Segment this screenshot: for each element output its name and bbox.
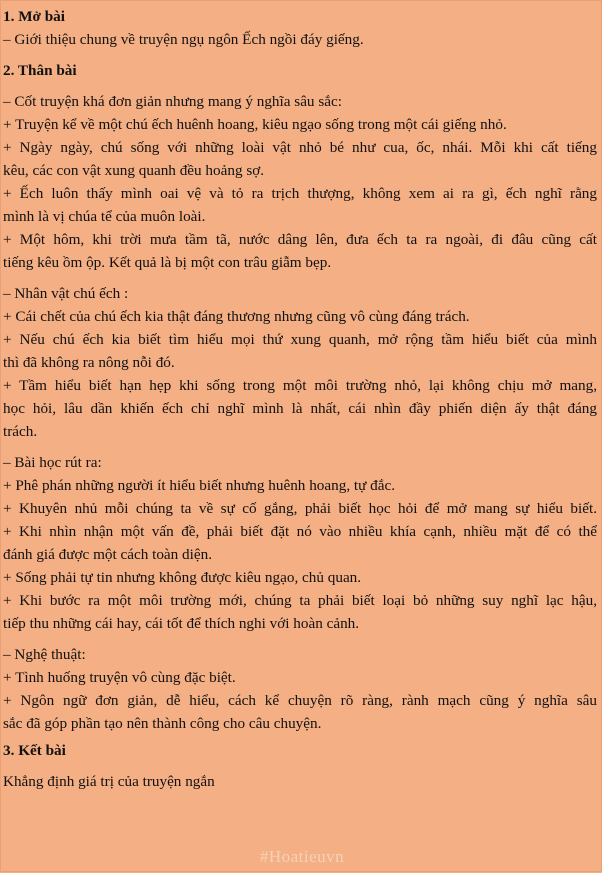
text-line: tiếng kêu ồm ộp. Kết quả là bị một con trâu giẫm bẹp.: [3, 254, 332, 271]
text-line: + Khi bước ra một môi trường mới, chúng ta phải biết loại bỏ những suy nghĩ lạc hậu,: [3, 592, 597, 609]
text-line: trách.: [3, 423, 38, 440]
text-line: – Giới thiệu chung về truyện ngụ ngôn Ếch ngồi đáy giếng.: [3, 31, 364, 48]
text-line: Khẳng định giá trị của truyện ngắn: [3, 773, 215, 790]
text-line: + Phê phán những người ít hiểu biết nhưng huênh hoang, tự đắc.: [3, 477, 396, 494]
text-line: đánh giá được một cách toàn diện.: [3, 546, 212, 563]
text-line: + Khuyên nhủ mỗi chúng ta về sự cố gắng, phải biết học hỏi để mở mang sự hiểu biết.: [3, 500, 597, 517]
heading-than-bai: 2. Thân bài: [3, 62, 77, 79]
text-line: + Nếu chú ếch kia biết tìm hiểu mọi thứ xung quanh, mở rộng tầm hiểu biết của mình: [3, 331, 597, 348]
text-line: tiếp thu những cái hay, cái tốt để thích nghi với hoàn cảnh.: [3, 615, 360, 632]
text-line: + Cái chết của chú ếch kia thật đáng thương nhưng cũng vô cùng đáng trách.: [3, 308, 470, 325]
text-line: học hỏi, lâu dần khiến ếch chỉ nghĩ mình là nhất, cái nhìn đầy phiến diện ấy thật đáng: [3, 400, 597, 417]
art-section: [1, 643, 602, 735]
plot-section: [1, 90, 602, 274]
text-line: + Ếch luôn thấy mình oai vệ và tỏ ra trịch thượng, không xem ai ra gì, ếch nghĩ rằng: [3, 185, 597, 202]
text-line: + Tầm hiểu biết hạn hẹp khi sống trong một môi trường nhỏ, lại không chịu mở mang,: [3, 377, 597, 394]
text-line: – Bài học rút ra:: [3, 454, 102, 471]
text-line: sắc đã góp phần tạo nên thành công cho câu chuyện.: [3, 715, 322, 732]
character-section: [1, 282, 602, 443]
text-line: + Một hôm, khi trời mưa tầm tã, nước dâng lên, đưa ếch ta ra ngoài, đi đâu cũng cất: [3, 231, 597, 248]
text-line: + Khi nhìn nhận một vấn đề, phải biết đặt nó vào nhiều khía cạnh, nhiều mặt để có thể: [3, 523, 597, 540]
text-line: kêu, các con vật xung quanh đều hoảng sợ.: [3, 162, 265, 179]
watermark: #Hoatieuvn: [259, 847, 345, 866]
text-line: + Ngôn ngữ đơn giản, dễ hiểu, cách kể chuyện rõ ràng, rành mạch cũng ý nghĩa sâu: [3, 692, 597, 709]
text-line: thì đã không ra nông nỗi đó.: [3, 354, 175, 371]
text-line: – Cốt truyện khá đơn giản nhưng mang ý nghĩa sâu sắc:: [3, 93, 342, 110]
lesson-section: [1, 451, 602, 635]
text-line: + Tình huống truyện vô cùng đặc biệt.: [3, 669, 236, 686]
text-line: – Nhân vật chú ếch :: [3, 285, 129, 302]
text-line: – Nghệ thuật:: [3, 646, 86, 663]
text-line: + Ngày ngày, chú sống với những loài vật nhỏ bé như cua, ốc, nhái. Mỗi khi cất tiếng: [3, 139, 597, 156]
heading-mo-bai: 1. Mở bài: [3, 8, 65, 25]
heading-ket-bai: 3. Kết bài: [3, 742, 66, 759]
document: [1, 1, 602, 873]
text-line: mình là vị chúa tể của muôn loài.: [3, 208, 206, 225]
text-line: + Sống phải tự tin nhưng không được kiêu ngạo, chủ quan.: [3, 569, 362, 586]
text-line: + Truyện kể về một chú ếch huênh hoang, kiêu ngạo sống trong một cái giếng nhỏ.: [3, 116, 507, 133]
